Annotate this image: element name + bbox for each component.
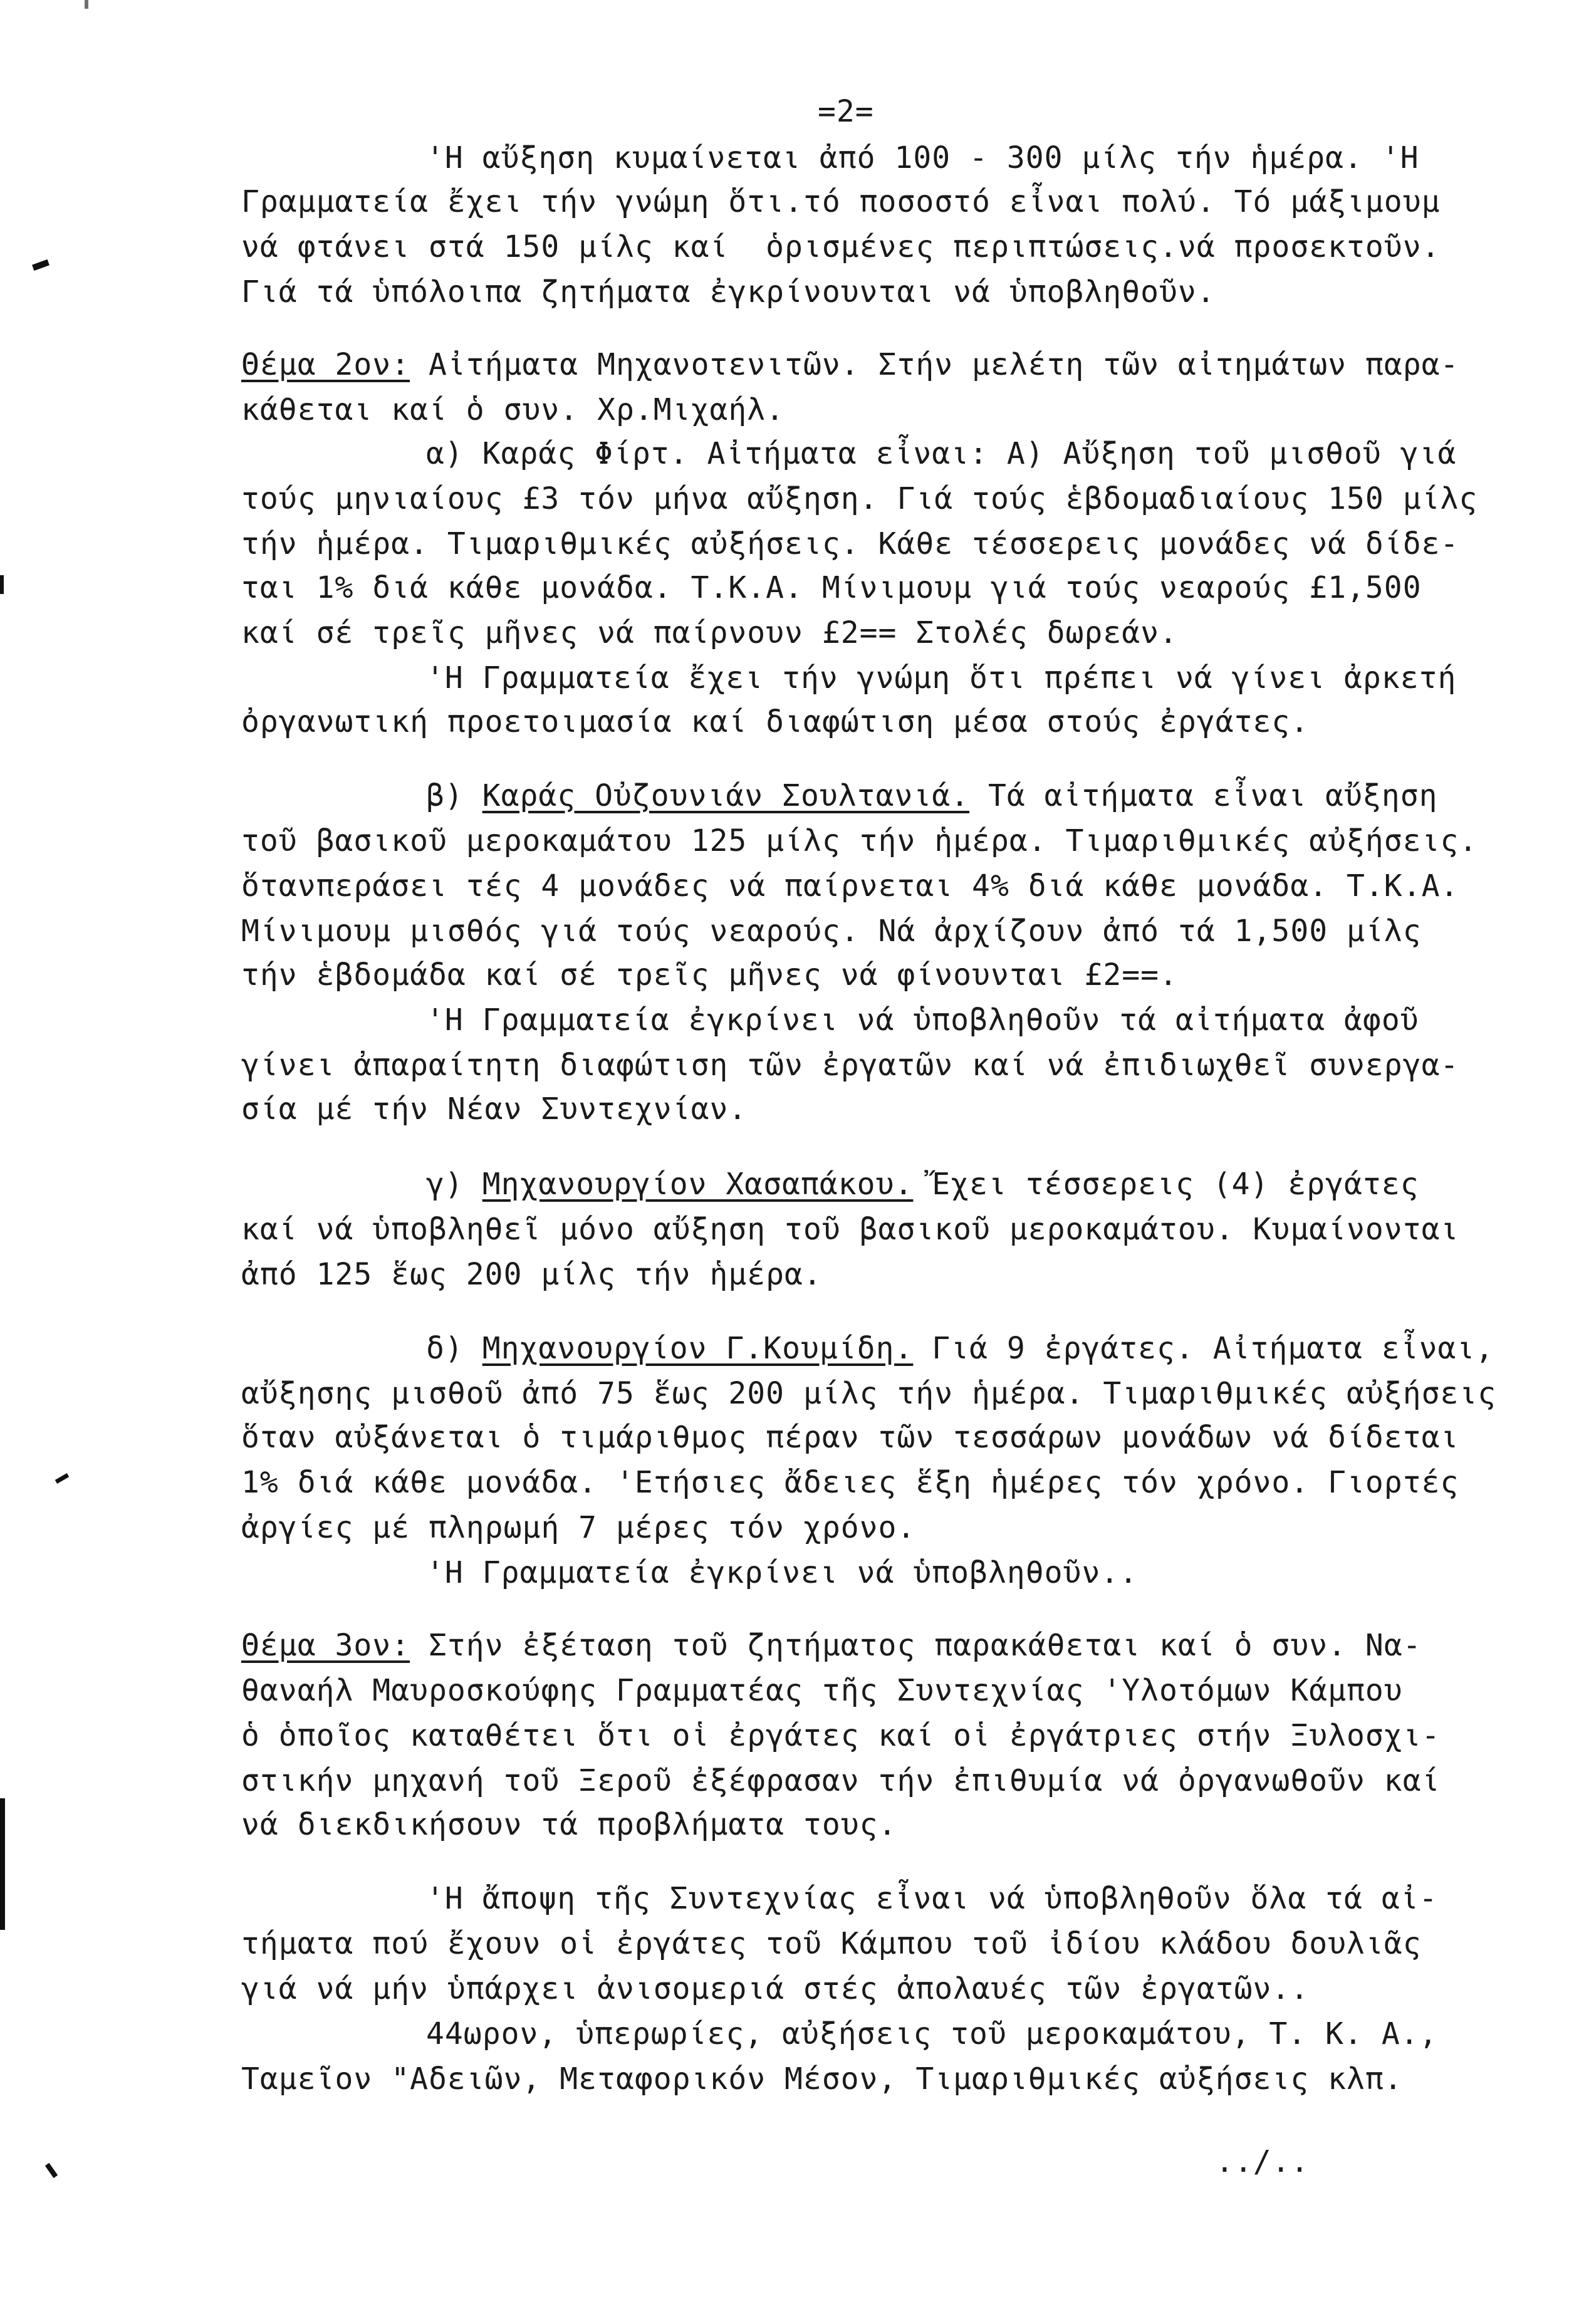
text-line: Μίνιμουμ μισθός γιά τούς νεαρούς. Νά ἀρχίζουν ἀπό τά 1,500 μίλς bbox=[241, 914, 1422, 949]
text-line: 'Η Γραμματεία ἐγκρίνει νά ὑποβληθοῦν.. bbox=[426, 1555, 1139, 1590]
text-line: ὀργανωτική προετοιμασία καί διαφώτιση μέσα στούς ἐργάτες. bbox=[241, 704, 1310, 739]
continuation-mark: ../.. bbox=[1216, 2144, 1310, 2179]
text-line: β) Καράς Οὐζουνιάν Σουλτανιά. Τά αἰτήματα εἶναι αὔξηση bbox=[426, 778, 1438, 813]
text-line: Ταμεῖον "Αδειῶν, Μεταφορικόν Μέσον, Τιμαριθμικές αὐξήσεις κλπ. bbox=[241, 2061, 1403, 2097]
text-line: τούς μηνιαίους £3 τόν μήνα αὔξηση. Γιά τούς ἑβδομαδιαίους 150 μίλς bbox=[241, 481, 1478, 516]
scan-mark-arrow-1 bbox=[32, 259, 50, 271]
text-line: Γραμματεία ἔχει τήν γνώμη ὅτι.τό ποσοστό εἶναι πολύ. Τό μάξιμουμ bbox=[241, 184, 1441, 219]
subject-name: Μηχανουργίον Γ.Κουμίδη. bbox=[482, 1331, 914, 1366]
text-line: Θέμα 3ον: Στήν ἐξέταση τοῦ ζητήματος παρακάθεται καί ὁ συν. Να- bbox=[241, 1628, 1422, 1663]
text-line: τήν ἑβδομάδα καί σέ τρεῖς μῆνες νά φίνουνται £2==. bbox=[241, 957, 1178, 993]
text-line: ὅτανπεράσει τές 4 μονάδες νά παίρνεται 4% διά κάθε μονάδα. Τ.Κ.Α. bbox=[241, 868, 1459, 904]
text-line: αὔξησης μισθοῦ ἀπό 75 ἕως 200 μίλς τήν ἡμέρα. Τιμαριθμικές αὐξήσεις bbox=[241, 1376, 1497, 1411]
text-line: α) Καράς Φίρτ. Αἰτήματα εἶναι: Α) Αὔξηση τοῦ μισθοῦ γιά bbox=[426, 436, 1457, 471]
text-line: Γιά τά ὑπόλοιπα ζητήματα ἐγκρίνουνται νά ὑποβληθοῦν. bbox=[241, 274, 1216, 310]
subject-name: Μηχανουργίον Χασαπάκου. bbox=[482, 1167, 914, 1202]
scan-mark-top-left bbox=[85, 0, 88, 9]
text-line: ὁ ὁποῖος καταθέτει ὅτι οἱ ἐργάτες καί οἱ ἐργάτριες στήν Ξυλοσχι- bbox=[241, 1718, 1441, 1753]
text-line: 'Η Γραμματεία ἔχει τήν γνώμη ὅτι πρέπει νά γίνει ἀρκετή bbox=[426, 660, 1457, 696]
section-heading-3: Θέμα 3ον: bbox=[241, 1628, 410, 1663]
page-number: =2= bbox=[818, 94, 874, 129]
text-line: τοῦ βασικοῦ μεροκαμάτου 125 μίλς τήν ἡμέρα. Τιμαριθμικές αὐξήσεις. bbox=[241, 823, 1478, 858]
text-line: σία μέ τήν Νέαν Συντεχνίαν. bbox=[241, 1092, 748, 1127]
text-line: νά διεκδικήσουν τά προβλήματα τους. bbox=[241, 1807, 897, 1842]
text-line: γ) Μηχανουργίον Χασαπάκου. Ἔχει τέσσερεις (4) ἐργάτες bbox=[426, 1167, 1419, 1202]
section-heading-2: Θέμα 2ον: bbox=[241, 347, 410, 382]
text-line: στικήν μηχανή τοῦ Ξεροῦ ἐξέφρασαν τήν ἐπιθυμία νά ὀργανωθοῦν καί bbox=[241, 1763, 1441, 1798]
text-line: καί νά ὑποβληθεῖ μόνο αὔξηση τοῦ βασικοῦ μεροκαμάτου. Κυμαίνονται bbox=[241, 1212, 1459, 1247]
text-line: νά φτάνει στά 150 μίλς καί ὁρισμένες περιπτώσεις.νά προσεκτοῦν. bbox=[241, 229, 1441, 264]
text-line: κάθεται καί ὁ συν. Χρ.Μιχαήλ. bbox=[241, 392, 785, 427]
text-line: θαναήλ Μαυροσκούφης Γραμματέας τῆς Συντεχνίας 'Υλοτόμων Κάμπου bbox=[241, 1673, 1403, 1708]
text-line: Θέμα 2ον: Αἰτήματα Μηχανοτενιτῶν. Στήν μελέτη τῶν αἰτημάτων παρα- bbox=[241, 347, 1459, 382]
scan-mark-left-bar bbox=[0, 1798, 5, 1930]
text-line: ὅταν αὐξάνεται ὁ τιμάριθμος πέραν τῶν τεσσάρων μονάδων νά δίδεται bbox=[241, 1420, 1459, 1455]
subject-name: Καράς Οὐζουνιάν Σουλτανιά. bbox=[482, 778, 970, 813]
text-line: ἀργίες μέ πληρωμή 7 μέρες τόν χρόνο. bbox=[241, 1510, 916, 1545]
text-line: 'Η Γραμματεία ἐγκρίνει νά ὑποβληθοῦν τά αἰτήματα ἀφοῦ bbox=[426, 1003, 1419, 1038]
text-line: 'Η αὔξηση κυμαίνεται ἀπό 100 - 300 μίλς τήν ἡμέρα. 'Η bbox=[426, 140, 1419, 175]
scan-mark-arrow-2 bbox=[55, 1473, 70, 1484]
scan-mark-left-1 bbox=[0, 575, 4, 594]
text-line: 1% διά κάθε μονάδα. 'Ετήσιες ἄδειες ἕξη ἡμέρες τόν χρόνο. Γιορτές bbox=[241, 1465, 1459, 1500]
text-line: τήματα πού ἔχουν οἱ ἐργάτες τοῦ Κάμπου τοῦ ἰδίου κλάδου δουλιᾶς bbox=[241, 1926, 1422, 1961]
text-line: γιά νά μήν ὑπάρχει ἀνισομεριά στές ἀπολαυές τῶν ἐργατῶν.. bbox=[241, 1971, 1310, 2006]
text-line: καί σέ τρεῖς μῆνες νά παίρνουν £2== Στολές δωρεάν. bbox=[241, 615, 1178, 650]
text-line: 'Η ἄποψη τῆς Συντεχνίας εἶναι νά ὑποβληθοῦν ὅλα τά αἰ- bbox=[426, 1881, 1438, 1916]
text-line: γίνει ἀπαραίτητη διαφώτιση τῶν ἐργατῶν καί νά ἐπιδιωχθεῖ συνεργα- bbox=[241, 1048, 1459, 1083]
text-line: τήν ἡμέρα. Τιμαριθμικές αὐξήσεις. Κάθε τέσσερεις μονάδες νά δίδε- bbox=[241, 526, 1459, 561]
text-line: 44ωρον, ὑπερωρίες, αὐξήσεις τοῦ μεροκαμάτου, Τ. Κ. Α., bbox=[426, 2016, 1438, 2051]
text-line: δ) Μηχανουργίον Γ.Κουμίδη. Γιά 9 ἐργάτες. Αἰτήματα εἶναι, bbox=[426, 1331, 1494, 1366]
scan-mark-left-2 bbox=[45, 2163, 58, 2178]
text-line: ἀπό 125 ἕως 200 μίλς τήν ἡμέρα. bbox=[241, 1257, 822, 1292]
text-line: ται 1% διά κάθε μονάδα. Τ.Κ.Α. Μίνιμουμ γιά τούς νεαρούς £1,500 bbox=[241, 570, 1422, 605]
